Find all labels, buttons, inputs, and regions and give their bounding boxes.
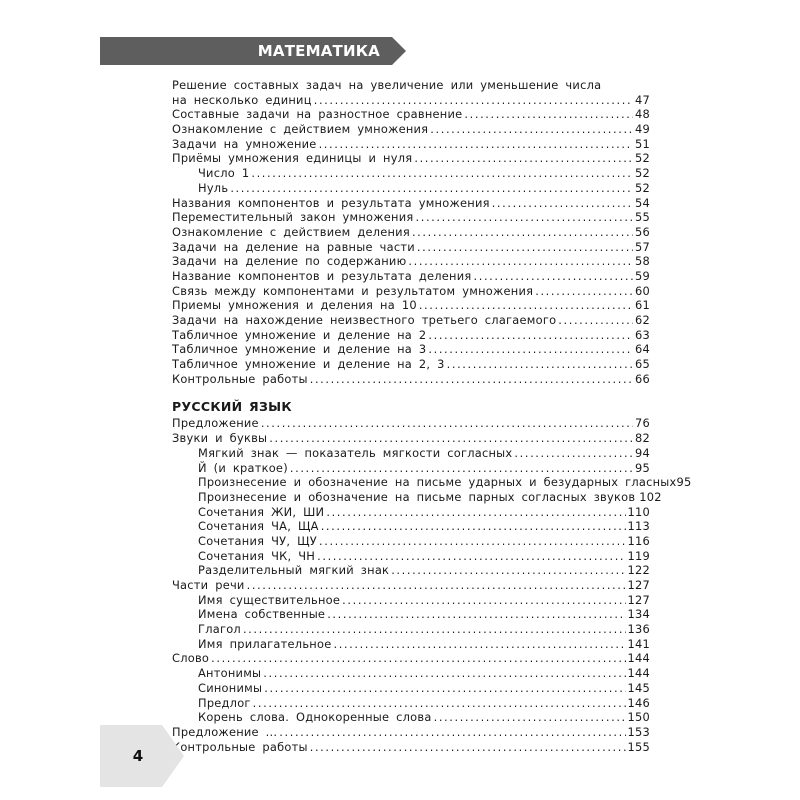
toc-entry[interactable] [172,240,650,255]
toc-entry-page: 145 [627,680,650,695]
toc-entry[interactable] [172,696,650,711]
dot-leader [342,593,625,608]
toc-entry-title: Синонимы [198,680,263,695]
toc-entry[interactable] [172,666,650,681]
toc-entry-title: Контрольные работы [172,739,308,754]
dot-leader [317,549,625,564]
dot-leader [333,637,625,652]
toc-entry[interactable] [172,357,650,372]
toc-entry[interactable] [172,461,650,476]
toc-entry-title: Слово [172,651,210,666]
toc-entry-title: Предложение [172,416,259,431]
section-title: МАТЕМАТИКА [257,42,380,60]
toc-entry[interactable] [172,196,650,211]
dot-leader [310,372,633,387]
dot-leader [416,210,634,225]
toc-entry-page: 127 [627,578,650,592]
toc-entry[interactable] [172,475,692,490]
toc-entry-page: 56 [635,224,650,239]
dot-leader [428,328,633,343]
dot-leader [464,107,633,122]
toc-entry[interactable] [172,328,650,343]
toc-entry[interactable] [172,710,650,725]
dot-leader [417,240,633,255]
dot-leader [514,446,633,461]
toc-entry-title: Составные задачи на разностное сравнение [172,107,463,122]
toc-entry-page: 113 [627,519,650,534]
toc-entry-title: Сочетания ЧА, ЩА [198,519,319,534]
dot-leader [474,269,633,284]
toc-entry[interactable] [172,298,650,313]
toc-entry-page: 57 [635,239,650,254]
toc-entry-title: Приемы умножения и деления на 10 [172,298,417,313]
dot-leader [428,342,633,357]
toc-entry[interactable] [172,489,662,505]
toc-entry-title: Контрольные работы [172,371,308,386]
toc-entry-page: 122 [627,563,650,578]
dot-leader [290,461,633,476]
toc-entry[interactable] [172,122,650,137]
dot-leader [310,740,626,755]
dot-leader [279,725,625,740]
toc-entry-title: Произнесение и обозначение на письме ударных и безударных гласных [198,475,677,490]
dot-leader [247,578,626,593]
toc-entry-title: Сочетания ЧУ, ЩУ [198,533,317,548]
toc-entry-page: 52 [635,180,650,195]
toc-entry[interactable] [172,519,650,534]
toc-entry-page: 102 [639,489,662,504]
dot-leader [492,196,633,211]
toc-entry-page: 47 [635,92,650,107]
toc-entry-title: Сочетания ЧК, ЧН [198,548,316,563]
toc-entry[interactable] [172,549,650,564]
toc-entry-title: Название компонентов и результата деления [172,268,472,283]
toc-entry-title: Предлог [198,695,251,710]
toc-entry-title: Задачи на нахождение неизвестного третьего слагаемого [172,313,557,327]
toc-entry-page: 63 [635,327,650,342]
toc-entry-page: 119 [627,548,650,563]
dot-leader [430,122,633,137]
toc-entry[interactable] [172,107,650,122]
dot-leader [408,254,633,269]
toc-entry-page: 55 [635,210,650,225]
dot-leader [535,284,633,299]
toc-entry-title: Задачи на деление на равные части [172,239,415,254]
toc-entry-page: 95 [635,460,650,475]
toc-entry-page: 136 [627,622,650,637]
dot-leader [391,563,625,578]
toc-entry-page: 116 [627,533,650,548]
toc-entry-title: Табличное умножение и деление на 2 [172,327,427,342]
dot-leader [412,225,633,240]
dot-leader [251,166,633,181]
dot-leader [447,357,633,372]
toc-entry-page: 76 [635,416,650,431]
russian-entries [172,416,692,754]
toc-entry-page: 59 [635,268,650,283]
dot-leader [253,696,626,711]
toc-entry-page: 144 [627,666,650,681]
section-banner [100,37,392,65]
table-of-contents [172,78,692,754]
math-entries [172,78,650,386]
toc-entry[interactable] [172,269,650,284]
dot-leader [269,431,633,446]
toc-entry-page: 58 [635,254,650,269]
toc-entry-title: Предложение ... [172,724,278,739]
toc-entry-page: 110 [627,504,650,519]
toc-entry-title: Связь между компонентами и результатом умножения [172,283,534,298]
dot-leader [321,519,626,534]
toc-entry-title: Имя прилагательное [198,636,332,651]
toc-entry-page: 144 [627,651,650,666]
toc-entry[interactable] [172,416,650,431]
toc-entry[interactable] [172,78,650,93]
toc-entry[interactable] [172,342,650,357]
dot-leader [326,505,625,520]
toc-entry[interactable] [172,313,650,328]
toc-entry[interactable] [172,254,650,269]
toc-entry-title: Разделительный мягкий знак [198,563,390,578]
toc-entry-page: 65 [635,357,650,372]
dot-leader [558,313,633,328]
dot-leader [264,681,625,696]
toc-entry[interactable] [172,210,650,225]
toc-entry[interactable] [172,534,650,549]
toc-entry[interactable] [172,431,650,446]
toc-entry-title: Сочетания ЖИ, ШИ [198,504,325,519]
toc-entry-page: 155 [627,739,650,754]
toc-entry-title: Имя существительное [198,592,341,607]
dot-leader [263,666,625,681]
toc-entry-page: 61 [635,298,650,313]
toc-entry-title: Переместительный закон умножения [172,210,414,225]
dot-leader [243,622,626,637]
toc-entry-page: 54 [635,195,650,210]
toc-entry-title: Число 1 [198,166,250,181]
toc-entry-page: 153 [627,724,650,739]
toc-entry-page: 49 [635,122,650,137]
toc-entry[interactable] [172,651,650,666]
toc-entry-title: Произнесение и обозначение на письме парных согласных звуков [198,489,636,504]
toc-entry-title: Табличное умножение и деление на 3 [172,342,427,357]
toc-entry-page: 146 [627,695,650,710]
toc-entry-page: 51 [635,136,650,151]
toc-entry-page: 134 [627,607,650,622]
dot-leader [327,607,625,622]
toc-entry-title: Звуки и буквы [172,431,268,446]
page-number: 4 [132,747,144,765]
toc-entry-page: 64 [635,342,650,357]
toc-entry-title: Части речи [172,578,245,592]
toc-entry-title: Приёмы умножения единицы и нуля [172,151,413,166]
toc-entry-title: Задачи на умножение [172,136,317,151]
toc-entry-page: 141 [627,636,650,651]
toc-entry-title: на несколько единиц [172,92,312,107]
toc-entry-page: 62 [635,313,650,327]
toc-entry-page: 82 [635,431,650,446]
toc-entry-page: 127 [627,592,650,607]
toc-entry-title: Мягкий знак — показатель мягкости согласных [198,445,513,460]
toc-entry-title: Нуль [198,180,229,195]
toc-entry-title: Табличное умножение и деление на 2, 3 [172,357,445,372]
dot-leader [319,137,633,152]
toc-entry[interactable] [172,225,650,240]
dot-leader [319,534,626,549]
dot-leader [230,181,633,196]
toc-entry[interactable] [172,372,650,387]
toc-entry-title: Названия компонентов и результата умножения [172,195,490,210]
dot-leader [434,710,626,725]
toc-entry-title: Глагол [198,622,241,637]
russian-section-heading: РУССКИЙ ЯЗЫК [172,399,292,415]
toc-entry-title: Ознакомление с действием деления [172,224,410,239]
banner-arrow-shape [392,37,406,65]
toc-entry[interactable] [172,622,650,637]
toc-entry[interactable] [172,93,650,108]
toc-entry-title: Решение составных задач на увеличение или уменьшение числа [172,78,602,92]
toc-entry-title: Имена собственные [198,607,326,622]
toc-entry-page: 66 [635,371,650,386]
toc-entry[interactable] [172,151,650,166]
toc-entry[interactable] [172,505,650,520]
toc-entry-page: 52 [635,166,650,181]
dot-leader [414,151,633,166]
toc-entry-title: Задачи на деление по содержанию [172,254,407,269]
toc-entry[interactable] [172,578,650,593]
page-tab-arrow-shape [162,725,184,787]
toc-entry[interactable] [172,593,650,608]
dot-leader [419,298,633,313]
toc-entry[interactable] [172,137,650,152]
dot-leader [314,93,633,108]
toc-entry-page: 94 [635,445,650,460]
toc-entry-title: Ознакомление с действием умножения [172,122,429,137]
toc-entry-page: 52 [635,151,650,166]
toc-entry[interactable] [172,725,650,740]
toc-entry-page: 48 [635,107,650,122]
toc-entry[interactable] [172,740,650,755]
toc-entry[interactable] [172,637,650,652]
toc-entry-title: Антонимы [198,666,262,681]
toc-entry[interactable] [172,607,650,622]
dot-leader [261,416,633,431]
toc-entry[interactable] [172,681,650,696]
toc-entry-page: 60 [635,283,650,298]
toc-entry[interactable] [172,166,650,181]
toc-entry[interactable] [172,563,650,578]
toc-entry-page: 150 [627,710,650,725]
toc-entry[interactable] [172,284,650,299]
toc-entry-title: Й (и краткое) [198,460,288,475]
toc-entry-page: 95 [676,475,692,490]
toc-entry-title: Корень слова. Однокоренные слова [198,710,432,725]
dot-leader [211,651,625,666]
toc-entry[interactable] [172,446,650,461]
toc-entry[interactable] [172,181,650,196]
